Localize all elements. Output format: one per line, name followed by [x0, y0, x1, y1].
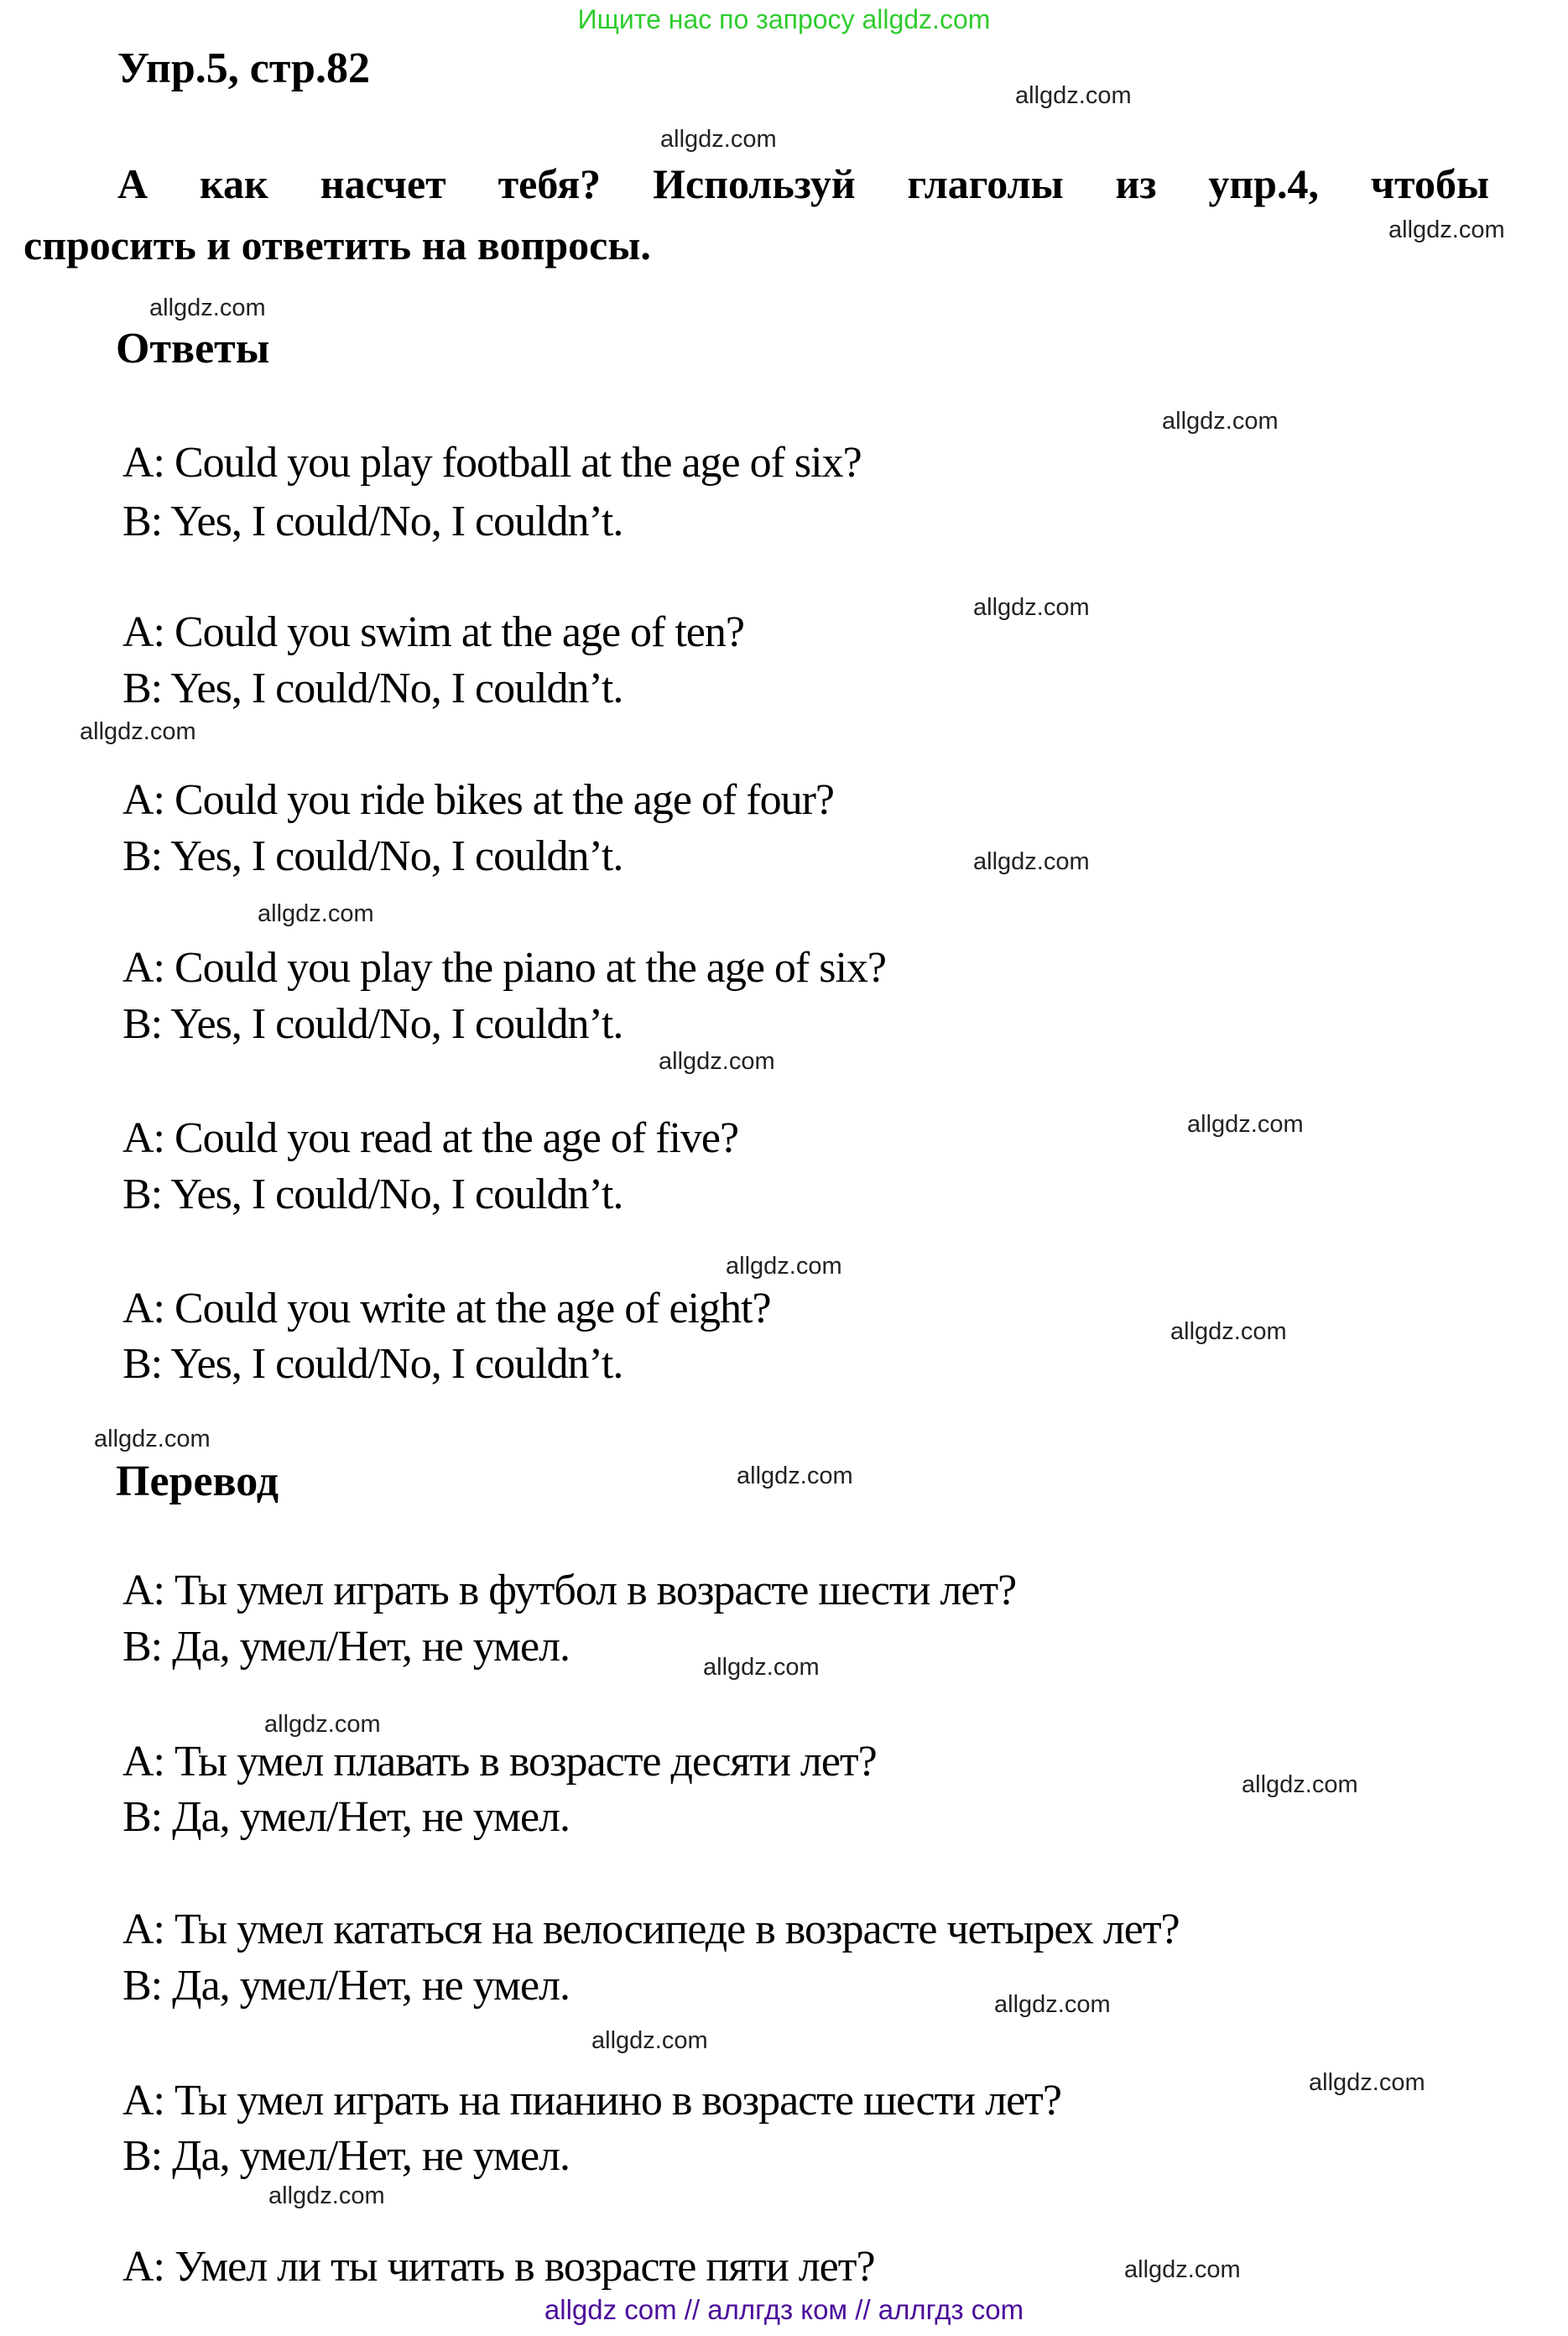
task-word: чтобы: [1370, 160, 1489, 207]
task-word: тебя?: [497, 160, 602, 207]
task-text-line2: спросить и ответить на вопросы.: [23, 222, 651, 269]
task-word: глаголы: [907, 160, 1064, 207]
dialogue-question: A: Умел ли ты читать в возрасте пяти лет?: [122, 2243, 875, 2291]
dialogue-answer: B: Yes, I could/No, I couldn’t.: [122, 1171, 623, 1218]
dialogue-question: A: Could you play football at the age of six?: [122, 439, 862, 487]
task-word: как: [200, 160, 268, 207]
watermark: allgdz.com: [94, 1426, 211, 1452]
watermark: allgdz.com: [737, 1463, 853, 1489]
watermark: allgdz.com: [264, 1711, 381, 1738]
dialogue-question: A: Could you play the piano at the age of six?: [122, 944, 887, 992]
dialogue-question: A: Could you ride bikes at the age of four?: [122, 776, 834, 824]
watermark: allgdz.com: [1170, 1318, 1287, 1345]
dialogue-question: A: Could you write at the age of eight?: [122, 1285, 771, 1332]
watermark: allgdz.com: [659, 1048, 775, 1075]
dialogue-question: A: Ты умел плавать в возрасте десяти лет?: [122, 1738, 877, 1786]
dialogue-question: A: Could you swim at the age of ten?: [122, 608, 744, 656]
watermark: allgdz.com: [994, 1991, 1111, 2018]
footer-links: allgdz com // аллгдз ком // аллгдз com: [544, 2294, 1024, 2325]
dialogue-question: A: Ты умел играть в футбол в возрасте шести лет?: [122, 1567, 1017, 1614]
watermark: allgdz.com: [80, 718, 196, 745]
translation-heading: Перевод: [116, 1457, 279, 1505]
dialogue-answer: B: Yes, I could/No, I couldn’t.: [122, 1000, 623, 1048]
dialogue-answer: B: Да, умел/Нет, не умел.: [122, 1962, 570, 2010]
watermark: allgdz.com: [1388, 216, 1505, 243]
task-text-line1: [117, 159, 1489, 208]
watermark: allgdz.com: [149, 295, 266, 321]
dialogue-answer: B: Yes, I could/No, I couldn’t.: [122, 498, 623, 545]
watermark: allgdz.com: [1187, 1111, 1304, 1138]
dialogue-question: A: Ты умел играть на пианино в возрасте шести лет?: [122, 2077, 1061, 2125]
task-word: А: [117, 160, 148, 207]
dialogue-answer: B: Да, умел/Нет, не умел.: [122, 1623, 570, 1671]
dialogue-answer: B: Yes, I could/No, I couldn’t.: [122, 1340, 623, 1388]
dialogue-answer: B: Yes, I could/No, I couldn’t.: [122, 832, 623, 880]
watermark: allgdz.com: [1124, 2256, 1241, 2283]
task-word: упр.4,: [1208, 160, 1319, 207]
promo-banner: Ищите нас по запросу allgdz.com: [577, 4, 991, 34]
watermark: allgdz.com: [258, 900, 374, 927]
dialogue-question: A: Could you read at the age of five?: [122, 1114, 739, 1162]
dialogue-question: A: Ты умел кататься на велосипеде в возрасте четырех лет?: [122, 1906, 1180, 1953]
dialogue-answer: B: Да, умел/Нет, не умел.: [122, 2132, 570, 2180]
watermark: allgdz.com: [973, 848, 1090, 875]
watermark: allgdz.com: [1309, 2069, 1425, 2096]
task-word: насчет: [320, 160, 446, 207]
watermark: allgdz.com: [268, 2182, 385, 2209]
watermark: allgdz.com: [1015, 82, 1132, 109]
watermark: allgdz.com: [1162, 408, 1279, 435]
dialogue-answer: B: Yes, I could/No, I couldn’t.: [122, 665, 623, 712]
task-word: из: [1115, 160, 1157, 207]
watermark: allgdz.com: [1242, 1771, 1358, 1798]
watermark: allgdz.com: [726, 1253, 842, 1280]
answers-heading: Ответы: [116, 325, 270, 373]
watermark: allgdz.com: [591, 2027, 708, 2054]
watermark: allgdz.com: [973, 594, 1090, 621]
exercise-title: Упр.5, стр.82: [117, 44, 370, 92]
watermark: allgdz.com: [660, 126, 777, 153]
task-word: Используй: [653, 160, 856, 207]
watermark: allgdz.com: [703, 1654, 820, 1681]
dialogue-answer: B: Да, умел/Нет, не умел.: [122, 1793, 570, 1841]
